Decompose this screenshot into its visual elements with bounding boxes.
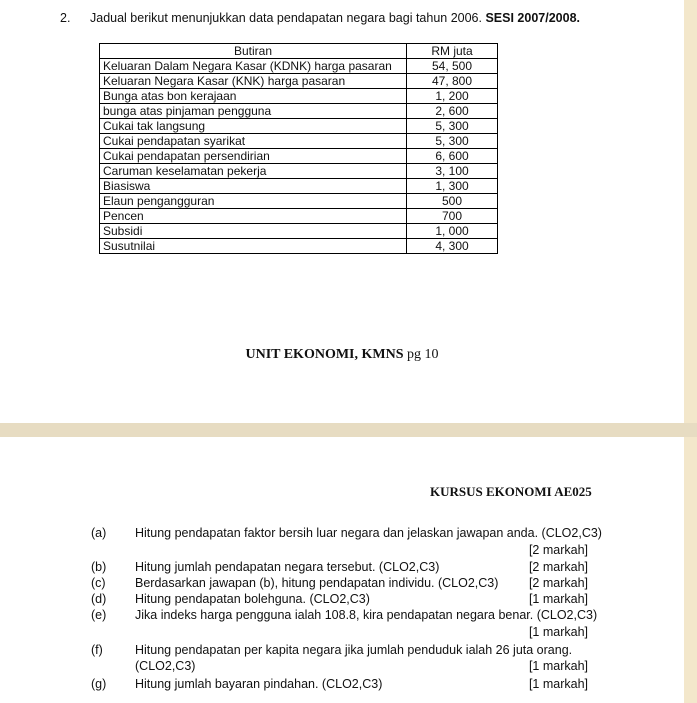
- table-row: [100, 179, 498, 194]
- page-break: [0, 423, 697, 437]
- table-row: [100, 194, 498, 209]
- part-label: (b): [91, 560, 107, 574]
- row-value: 1, 300: [407, 179, 498, 194]
- part-label: (a): [91, 526, 107, 540]
- part-mark: [2 markah]: [528, 576, 588, 590]
- part-label: (c): [91, 576, 106, 590]
- row-item: Keluaran Negara Kasar (KNK) harga pasaran: [100, 74, 407, 89]
- row-item: Cukai pendapatan syarikat: [100, 134, 407, 149]
- part-text: Hitung pendapatan faktor bersih luar negara dan jelaskan jawapan anda. (CLO2,C3): [135, 526, 602, 540]
- course-title: KURSUS EKONOMI AE025: [430, 484, 592, 499]
- table-row: [100, 59, 498, 74]
- row-value: 4, 300: [407, 239, 498, 254]
- row-value: 500: [407, 194, 498, 209]
- footer-unit: UNIT EKONOMI, KMNS: [245, 347, 404, 362]
- part-label: (d): [91, 592, 107, 606]
- row-item: Cukai pendapatan persendirian: [100, 149, 407, 164]
- row-value: 700: [407, 209, 498, 224]
- row-item: Caruman keselamatan pekerja: [100, 164, 407, 179]
- part-label: (f): [91, 643, 103, 657]
- table-row: [100, 74, 498, 89]
- row-value: 54, 500: [407, 59, 498, 74]
- part-text: Hitung jumlah pendapatan negara tersebut. (CLO2,C3): [135, 560, 440, 574]
- row-item: Keluaran Dalam Negara Kasar (KDNK) harga pasaran: [100, 59, 407, 74]
- page-11: [0, 437, 684, 703]
- part-mark: [1 markah]: [528, 625, 588, 639]
- part-text: Hitung pendapatan bolehguna. (CLO2,C3): [135, 592, 370, 606]
- question-statement: Jadual berikut menunjukkan data pendapatan negara bagi tahun 2006.: [90, 11, 482, 25]
- row-value: 5, 300: [407, 119, 498, 134]
- row-item: Biasiswa: [100, 179, 407, 194]
- part-label: (e): [91, 608, 107, 622]
- row-value: 1, 000: [407, 224, 498, 239]
- table-header-row: [100, 44, 498, 59]
- table-row: [100, 224, 498, 239]
- row-item: Susutnilai: [100, 239, 407, 254]
- part-label: (g): [91, 677, 107, 691]
- part-text: Hitung pendapatan per kapita negara jika jumlah penduduk ialah 26 juta orang.: [135, 643, 573, 657]
- part-text: Hitung jumlah bayaran pindahan. (CLO2,C3): [135, 677, 383, 691]
- row-item: Cukai tak langsung: [100, 119, 407, 134]
- question-text: [90, 11, 580, 25]
- question-session: SESI 2007/2008.: [485, 11, 580, 25]
- table-row: [100, 239, 498, 254]
- table-row: [100, 89, 498, 104]
- row-value: 2, 600: [407, 104, 498, 119]
- table-row: [100, 149, 498, 164]
- part-mark: [2 markah]: [528, 560, 588, 574]
- row-item: Bunga atas bon kerajaan: [100, 89, 407, 104]
- page-footer: [0, 347, 684, 363]
- part-text: Jika indeks harga pengguna ialah 108.8, kira pendapatan negara benar. (CLO2,C3): [135, 608, 598, 622]
- header-rm-juta: RM juta: [407, 44, 498, 59]
- row-item: Subsidi: [100, 224, 407, 239]
- part-text-continued: (CLO2,C3): [135, 659, 196, 673]
- part-mark: [2 markah]: [528, 543, 588, 557]
- part-mark: [1 markah]: [528, 659, 588, 673]
- footer-page: pg 10: [407, 347, 439, 362]
- part-text: Berdasarkan jawapan (b), hitung pendapatan individu. (CLO2,C3): [135, 576, 499, 590]
- table-row: [100, 104, 498, 119]
- row-value: 5, 300: [407, 134, 498, 149]
- row-item: Elaun pengangguran: [100, 194, 407, 209]
- income-table: [99, 43, 498, 254]
- header-butiran: Butiran: [100, 44, 407, 59]
- row-value: 47, 800: [407, 74, 498, 89]
- row-value: 3, 100: [407, 164, 498, 179]
- row-value: 1, 200: [407, 89, 498, 104]
- table-row: [100, 119, 498, 134]
- table-row: [100, 164, 498, 179]
- table-row: [100, 134, 498, 149]
- row-item: Pencen: [100, 209, 407, 224]
- row-item: bunga atas pinjaman pengguna: [100, 104, 407, 119]
- page-edge: [684, 0, 697, 703]
- part-mark: [1 markah]: [528, 677, 588, 691]
- part-mark: [1 markah]: [528, 592, 588, 606]
- table-row: [100, 209, 498, 224]
- question-number: 2.: [60, 11, 71, 25]
- row-value: 6, 600: [407, 149, 498, 164]
